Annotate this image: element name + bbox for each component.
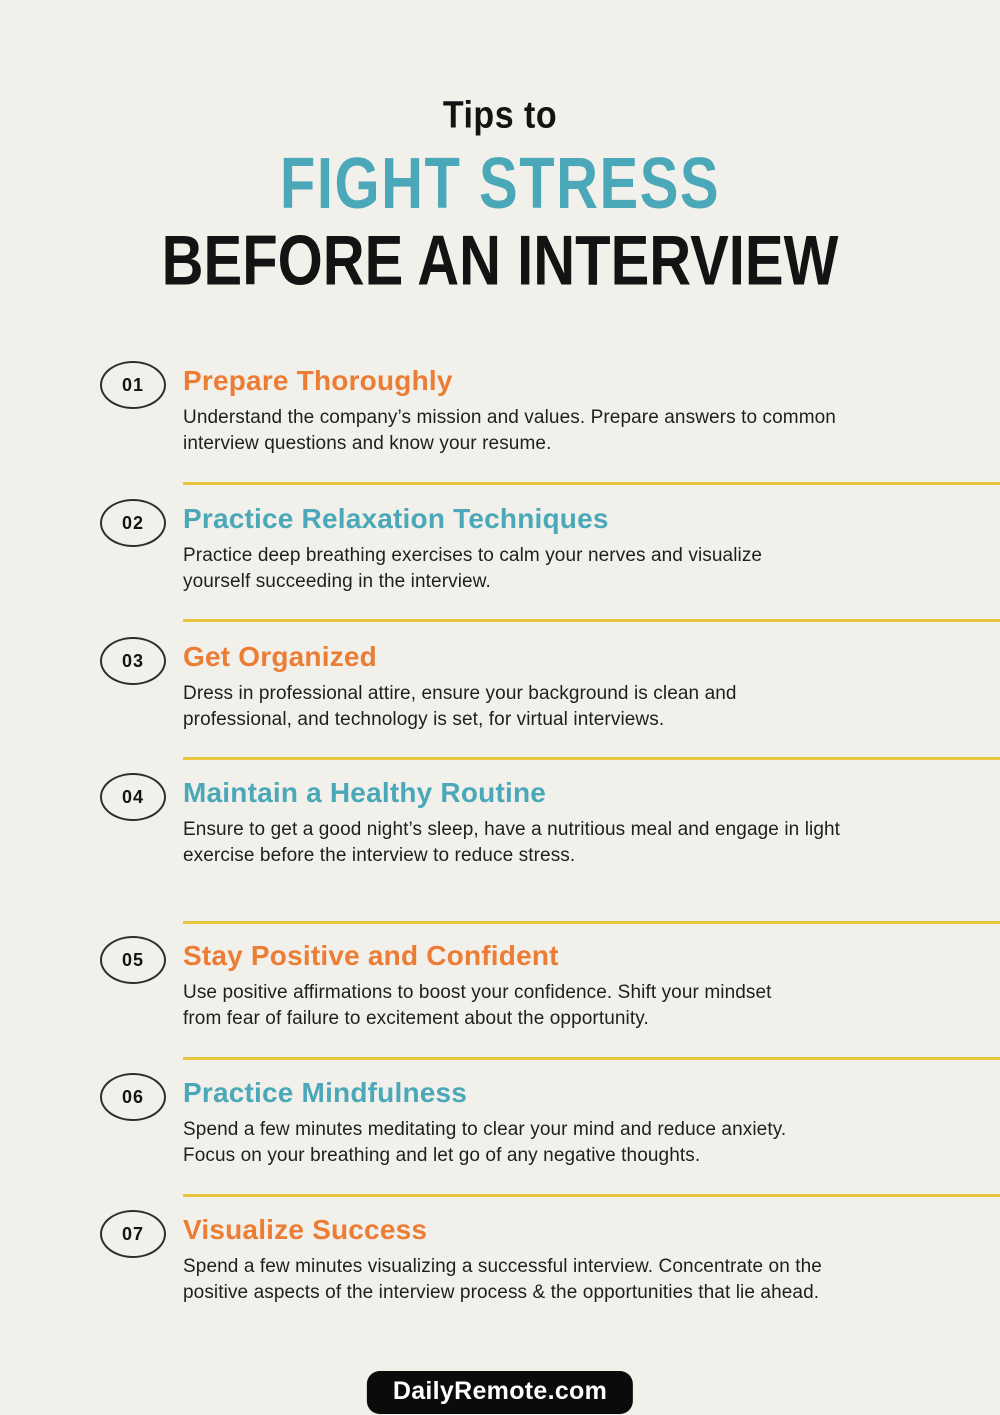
section-divider-6	[183, 1194, 1000, 1197]
tip-description-6	[183, 1117, 960, 1169]
tip-title-2: Practice Relaxation Techniques	[183, 503, 609, 534]
tip-description-2-line-1: Practice deep breathing exercises to calm your nerves and visualize	[183, 545, 763, 566]
tip-number-badge-4	[100, 773, 166, 821]
tip-number-badge-2	[100, 499, 166, 547]
brand-badge: DailyRemote.com	[367, 1371, 633, 1414]
tip-number-badge-5	[100, 936, 166, 984]
tip-description-2	[183, 543, 960, 595]
tip-description-3-line-2: professional, and technology is set, for virtual interviews.	[183, 709, 665, 730]
tip-description-5-line-2: from fear of failure to excitement about the opportunity.	[183, 1008, 649, 1029]
section-divider-2	[183, 619, 1000, 622]
tip-section-1	[100, 366, 960, 457]
tip-title-5: Stay Positive and Confident	[183, 940, 559, 971]
tip-section-6	[100, 1078, 960, 1169]
tip-description-6-line-2: Focus on your breathing and let go of any negative thoughts.	[183, 1145, 701, 1166]
tip-description-7-line-1: Spend a few minutes visualizing a successful interview. Concentrate on the	[183, 1256, 822, 1277]
tip-title-3: Get Organized	[183, 641, 377, 672]
tip-title-1: Prepare Thoroughly	[183, 365, 453, 396]
tip-title-6: Practice Mindfulness	[183, 1077, 468, 1108]
title-kicker: Tips to	[442, 94, 558, 137]
tip-section-2	[100, 504, 960, 595]
tip-description-3-line-1: Dress in professional attire, ensure your background is clean and	[183, 683, 737, 704]
tip-description-1-line-1: Understand the company’s mission and values. Prepare answers to common	[183, 407, 836, 428]
tip-number-7: 07	[121, 1223, 145, 1244]
section-divider-1	[183, 482, 1000, 485]
tip-description-6-line-1: Spend a few minutes meditating to clear your mind and reduce anxiety.	[183, 1119, 787, 1140]
tip-description-1-line-2: interview questions and know your resume.	[183, 433, 552, 454]
tip-description-1	[183, 405, 960, 457]
tip-section-4	[100, 778, 960, 869]
tip-section-7	[100, 1215, 960, 1306]
tip-title-7: Visualize Success	[183, 1214, 428, 1245]
tip-number-badge-3	[100, 637, 166, 685]
tip-number-badge-1	[100, 361, 166, 409]
tip-description-7-line-2: positive aspects of the interview process & the opportunities that lie ahead.	[183, 1282, 820, 1303]
tip-description-4-line-1: Ensure to get a good night’s sleep, have a nutritious meal and engage in light	[183, 819, 841, 840]
section-divider-5	[183, 1057, 1000, 1060]
tip-number-badge-6	[100, 1073, 166, 1121]
tip-description-4	[183, 817, 960, 869]
section-divider-4	[183, 921, 1000, 924]
tip-number-5: 05	[121, 949, 145, 970]
tip-description-7	[183, 1254, 960, 1306]
tip-number-2: 02	[121, 512, 145, 533]
tip-description-4-line-2: exercise before the interview to reduce stress.	[183, 845, 576, 866]
tip-number-1: 01	[121, 374, 145, 395]
tip-number-4: 04	[121, 786, 145, 807]
tip-number-6: 06	[121, 1086, 145, 1107]
tip-number-badge-7	[100, 1210, 166, 1258]
title-sub: BEFORE AN INTERVIEW	[161, 221, 839, 301]
tip-number-3: 03	[121, 650, 145, 671]
tip-section-3	[100, 642, 960, 733]
tip-description-5-line-1: Use positive affirmations to boost your confidence. Shift your mindset	[183, 982, 772, 1003]
section-divider-3	[183, 757, 1000, 760]
tip-title-4: Maintain a Healthy Routine	[183, 777, 547, 808]
tip-description-5	[183, 980, 960, 1032]
tip-description-3	[183, 681, 960, 733]
tip-section-5	[100, 941, 960, 1032]
tip-description-2-line-2: yourself succeeding in the interview.	[183, 571, 491, 592]
title-main: FIGHT STRESS	[279, 143, 721, 225]
